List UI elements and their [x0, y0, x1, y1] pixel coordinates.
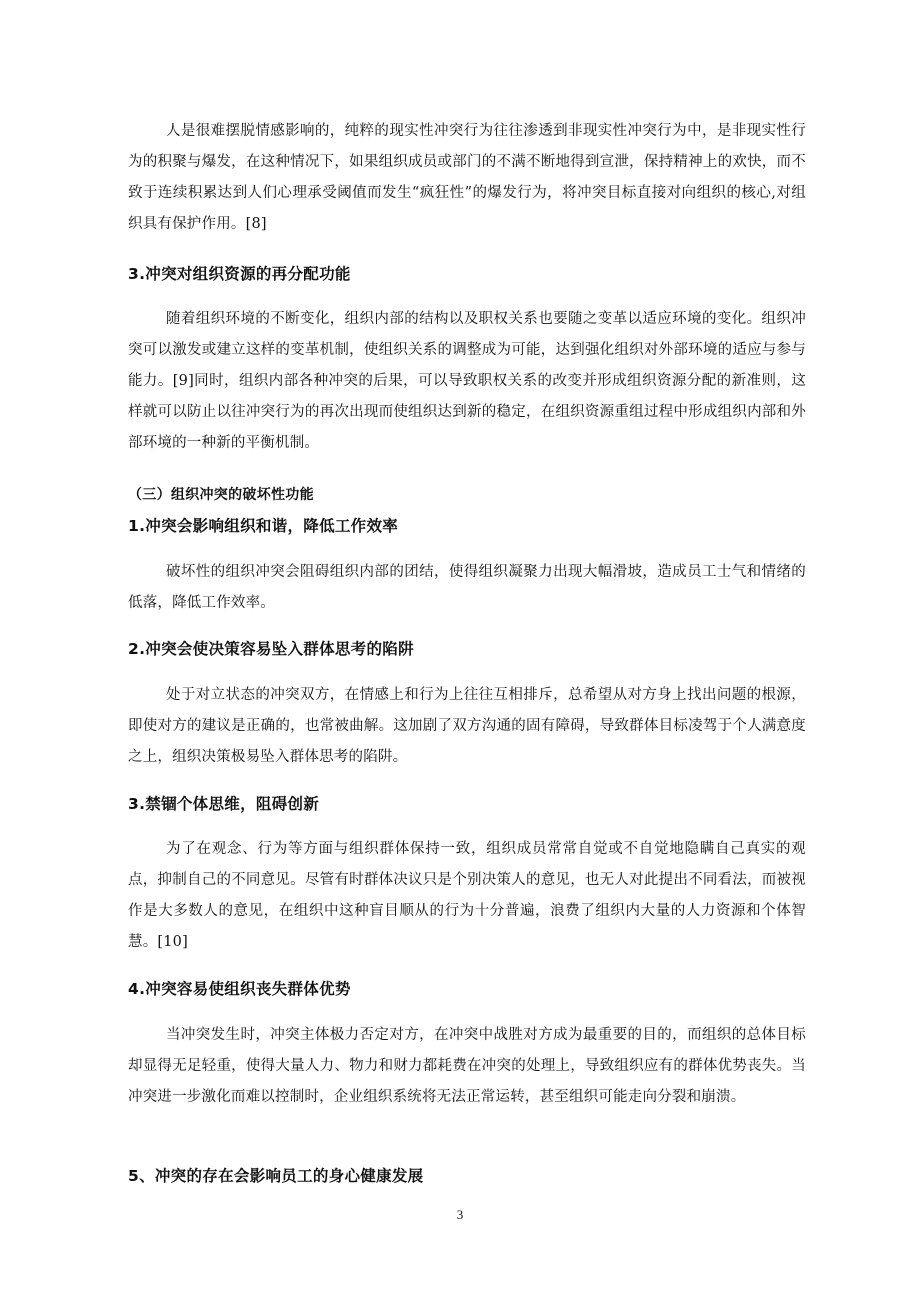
heading-resource-reallocation: 3.冲突对组织资源的再分配功能	[128, 265, 351, 283]
heading-section-destructive-functions: （三）组织冲突的破坏性功能	[128, 487, 314, 503]
paragraph-resource-reallocation: 随着组织环境的不断变化，组织内部的结构以及职权关系也要随之变革以适应环境的变化。组织冲突可以激发或建立这样的变革机制，使组织关系的调整成为可能，达到强化组织对外部环境的适应与参与能力。[9]同时，组织内部各种冲突的后果，可以导致职权关系的改变并形成组织资源分配的新准则，这样就可以防止以往冲突行为的再次出现而使组织达到新的稳定，在组织资源重组过程中形成组织内部和外部环境的一种新的平衡机制。	[128, 311, 806, 451]
heading-innovation: 3.禁锢个体思维，阻碍创新	[128, 795, 320, 813]
page-number: 3	[456, 1207, 464, 1222]
heading-group-advantage: 4.冲突容易使组织丧失群体优势	[128, 980, 351, 998]
heading-employee-health: 5、冲突的存在会影响员工的身心健康发展	[128, 1167, 424, 1185]
paragraph-innovation: 为了在观念、行为等方面与组织群体保持一致，组织成员常常自觉或不自觉地隐瞒自己真实的观点，抑制自己的不同意见。尽管有时群体决议只是个别决策人的意见，也无人对此提出不同看法，而被视作是大多数人的意见，在组织中这种盲目顺从的行为十分普遍，浪费了组织内大量的人力资源和个体智慧。[10]	[128, 841, 806, 950]
paragraph-intro: 人是很难摆脱情感影响的，纯粹的现实性冲突行为往往渗透到非现实性冲突行为中，是非现实性行为的积聚与爆发，在这种情况下，如果组织成员或部门的不满不断地得到宣泄，保持精神上的欢快，而不致于连续积累达到人们心理承受阈值而发生“疯狂性”的爆发行为，将冲突目标直接对向组织的核心,对组织具有保护作用。[8]	[128, 123, 806, 232]
heading-harmony-efficiency: 1.冲突会影响组织和谐，降低工作效率	[128, 517, 399, 535]
paragraph-group-advantage: 当冲突发生时，冲突主体极力否定对方，在冲突中战胜对方成为最重要的目的，而组织的总体目标却显得无足轻重，使得大量人力、物力和财力都耗费在冲突的处理上，导致组织应有的群体优势丧失。当冲突进一步激化而难以控制时，企业组织系统将无法正常运转，甚至组织可能走向分裂和崩溃。	[128, 1027, 806, 1105]
paragraph-harmony-efficiency: 破坏性的组织冲突会阻碍组织内部的团结，使得组织凝聚力出现大幅滑坡，造成员工士气和情绪的低落，降低工作效率。	[128, 564, 806, 611]
heading-groupthink-trap: 2.冲突会使决策容易坠入群体思考的陷阱	[128, 640, 414, 658]
paragraph-groupthink-trap: 处于对立状态的冲突双方，在情感上和行为上往往互相排斥，总希望从对方身上找出问题的根源，即使对方的建议是正确的，也常被曲解。这加剧了双方沟通的固有障碍，导致群体目标凌驾于个人满意度之上，组织决策极易坠入群体思考的陷阱。	[128, 687, 806, 765]
